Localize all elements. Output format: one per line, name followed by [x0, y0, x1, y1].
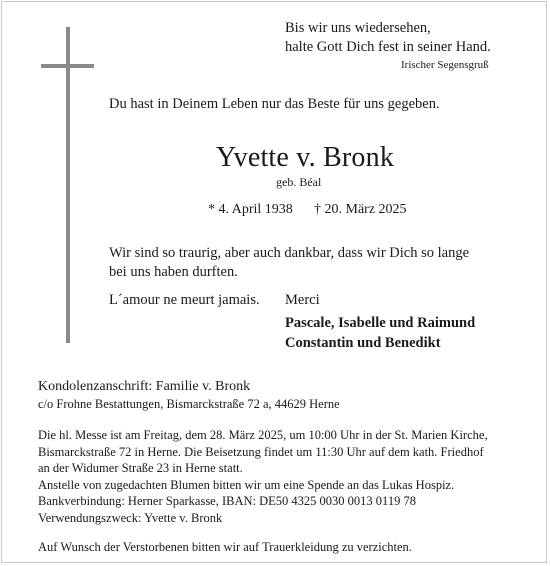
service-line: an der Widumer Straße 23 in Herne statt.: [38, 461, 243, 475]
condolence-heading: Kondolenzanschrift: Familie v. Bronk: [38, 379, 251, 394]
verse-source: Irischer Segensgruß: [401, 59, 489, 71]
dedication-quote: Du hast in Deinem Leben nur das Beste für uns gegeben.: [109, 96, 440, 112]
cross-horizontal-bar: [41, 64, 94, 68]
service-line: Die hl. Messe ist am Freitag, dem 28. März 2025, um 10:00 Uhr in der St. Marien Kirche,: [38, 428, 488, 442]
service-line: Anstelle von zugedachten Blumen bitten wir um eine Spende an das Lukas Hospiz.: [38, 477, 455, 492]
maiden-name: geb. Béal: [276, 175, 322, 189]
service-line: Bismarckstraße 72 in Herne. Die Beisetzung findet um 11:30 Uhr auf dem kath. Friedhof: [38, 444, 484, 459]
birth-date: * 4. April 1938: [208, 202, 293, 217]
verse: [285, 19, 491, 57]
deceased-name: Yvette v. Bronk: [216, 142, 395, 173]
farewell-message-line-1: Wir sind so traurig, aber auch dankbar, dass wir Dich so lange: [109, 245, 470, 261]
family-names-line-2: Constantin und Benedikt: [285, 335, 441, 351]
verse-line-2: halte Gott Dich fest in seiner Hand.: [285, 39, 491, 55]
closing-note: Auf Wunsch der Verstorbenen bitten wir auf Trauerkleidung zu verzichten.: [38, 540, 412, 554]
death-date: † 20. März 2025: [314, 202, 407, 217]
verse-line-1: Bis wir uns wiedersehen,: [285, 20, 431, 36]
service-line: Verwendungszweck: Yvette v. Bronk: [38, 510, 223, 525]
family-names: [285, 313, 475, 353]
cross-vertical-bar: [66, 27, 70, 343]
service-line: Bankverbindung: Herner Sparkasse, IBAN: DE50 4325 0030 0013 0119 78: [38, 494, 416, 508]
farewell-message-line-2: bei uns haben durften.: [109, 264, 238, 280]
family-names-line-1: Pascale, Isabelle und Raimund: [285, 315, 476, 331]
merci-label: Merci: [285, 292, 320, 308]
motto: L´amour ne meurt jamais.: [109, 292, 260, 308]
service-details: [38, 427, 488, 526]
condolence-address: c/o Frohne Bestattungen, Bismarckstraße 72 a, 44629 Herne: [38, 397, 340, 411]
farewell-message: [109, 244, 469, 282]
